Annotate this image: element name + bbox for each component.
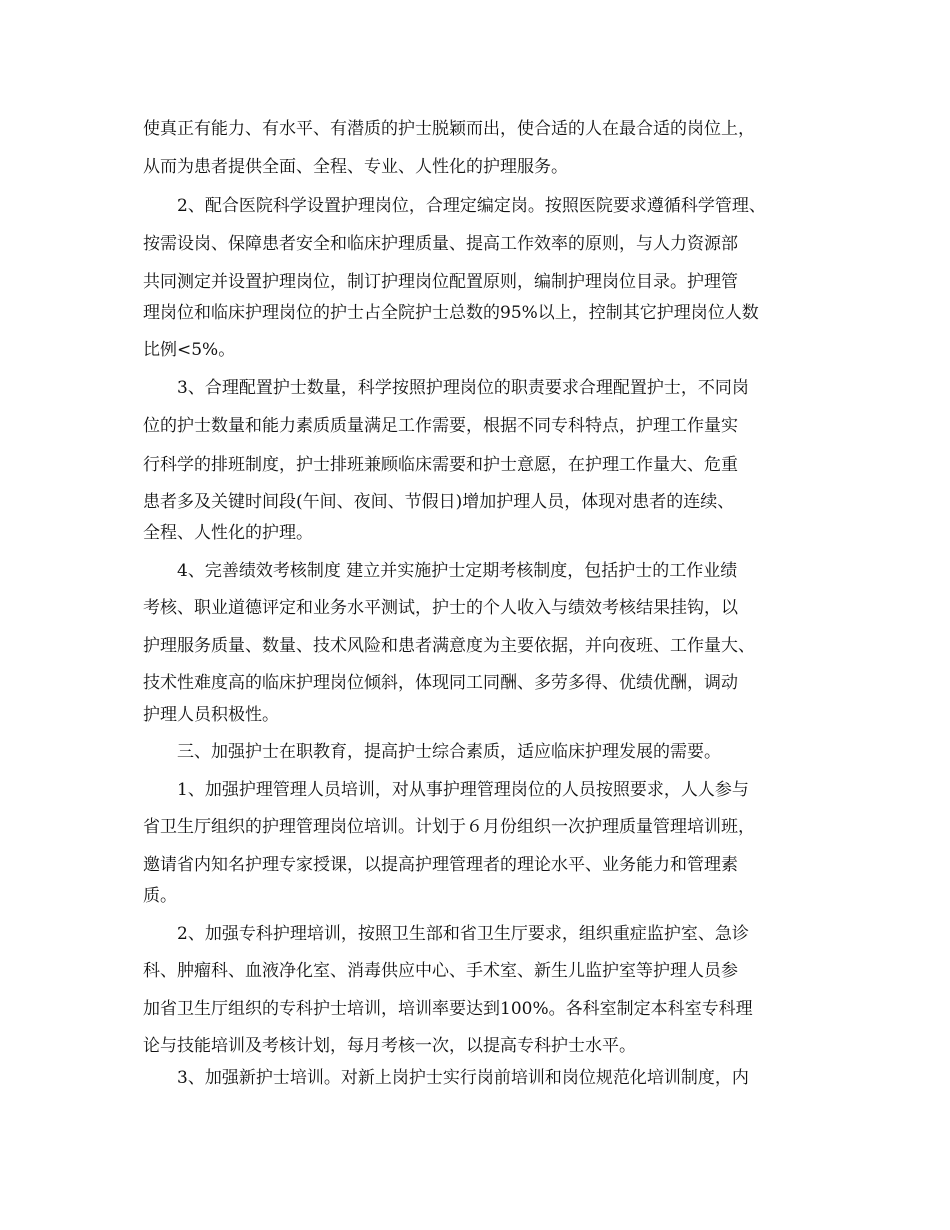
text-line: 使真正有能力、有水平、有潜质的护士脱颖而出，使合适的人在最合适的岗位上， — [143, 119, 755, 139]
text-line: 论与技能培训及考核计划，每月考核一次，以提高专科护士水平。 — [143, 1036, 636, 1056]
text-line: 按需设岗、保障患者安全和临床护理质量、提高工作效率的原则，与人力资源部 — [143, 234, 738, 254]
text-line: 全程、人性化的护理。 — [143, 523, 313, 543]
text-line: 2、加强专科护理培训，按照卫生部和省卫生厅要求，组织重症监护室、急诊 — [143, 924, 749, 944]
section-heading: 三、加强护士在职教育，提高护士综合素质，适应临床护理发展的需要。 — [143, 742, 721, 762]
text-line: 1、加强护理管理人员培训，对从事护理管理岗位的人员按照要求，人人参与 — [143, 780, 749, 800]
text-line: 位的护士数量和能力素质质量满足工作需要，根据不同专科特点，护理工作量实 — [143, 416, 738, 436]
text-line: 行科学的排班制度，护士排班兼顾临床需要和护士意愿，在护理工作量大、危重 — [143, 455, 738, 475]
text-line: 邀请省内知名护理专家授课，以提高护理管理者的理论水平、业务能力和管理素 — [143, 855, 738, 875]
text-line: 科、肿瘤科、血液净化室、消毒供应中心、手术室、新生儿监护室等护理人员参 — [143, 961, 738, 981]
text-line: 加省卫生厅组织的专科护士培训，培训率要达到100%。各科室制定本科室专科理 — [143, 999, 753, 1019]
text-line: 共同测定并设置护理岗位，制订护理岗位配置原则，编制护理岗位目录。护理管 — [143, 272, 738, 292]
text-line: 3、合理配置护士数量，科学按照护理岗位的职责要求合理配置护士，不同岗 — [143, 378, 749, 398]
text-line: 3、加强新护士培训。对新上岗护士实行岗前培训和岗位规范化培训制度，内 — [143, 1068, 749, 1088]
text-line: 4、完善绩效考核制度 建立并实施护士定期考核制度，包括护士的工作业绩 — [143, 561, 738, 581]
text-line: 护理人员积极性。 — [143, 705, 279, 725]
text-line: 考核、职业道德评定和业务水平测试，护士的个人收入与绩效考核结果挂钩，以 — [143, 598, 738, 618]
text-line: 比例<5%。 — [143, 340, 236, 360]
text-line: 护理服务质量、数量、技术风险和患者满意度为主要依据，并向夜班、工作量大、 — [143, 636, 755, 656]
text-line: 患者多及关键时间段(午间、夜间、节假日)增加护理人员，体现对患者的连续、 — [143, 492, 735, 512]
text-line: 省卫生厅组织的护理管理岗位培训。计划于６月份组织一次护理质量管理培训班， — [143, 817, 755, 837]
text-line: 质。 — [143, 886, 177, 906]
text-line: 理岗位和临床护理岗位的护士占全院护士总数的95%以上，控制其它护理岗位人数 — [143, 303, 759, 323]
text-line: 从而为患者提供全面、全程、专业、人性化的护理服务。 — [143, 157, 568, 177]
text-line: 技术性难度高的临床护理岗位倾斜，体现同工同酬、多劳多得、优绩优酬，调动 — [143, 673, 738, 693]
text-line: 2、配合医院科学设置护理岗位，合理定编定岗。按照医院要求遵循科学管理、 — [143, 196, 766, 216]
